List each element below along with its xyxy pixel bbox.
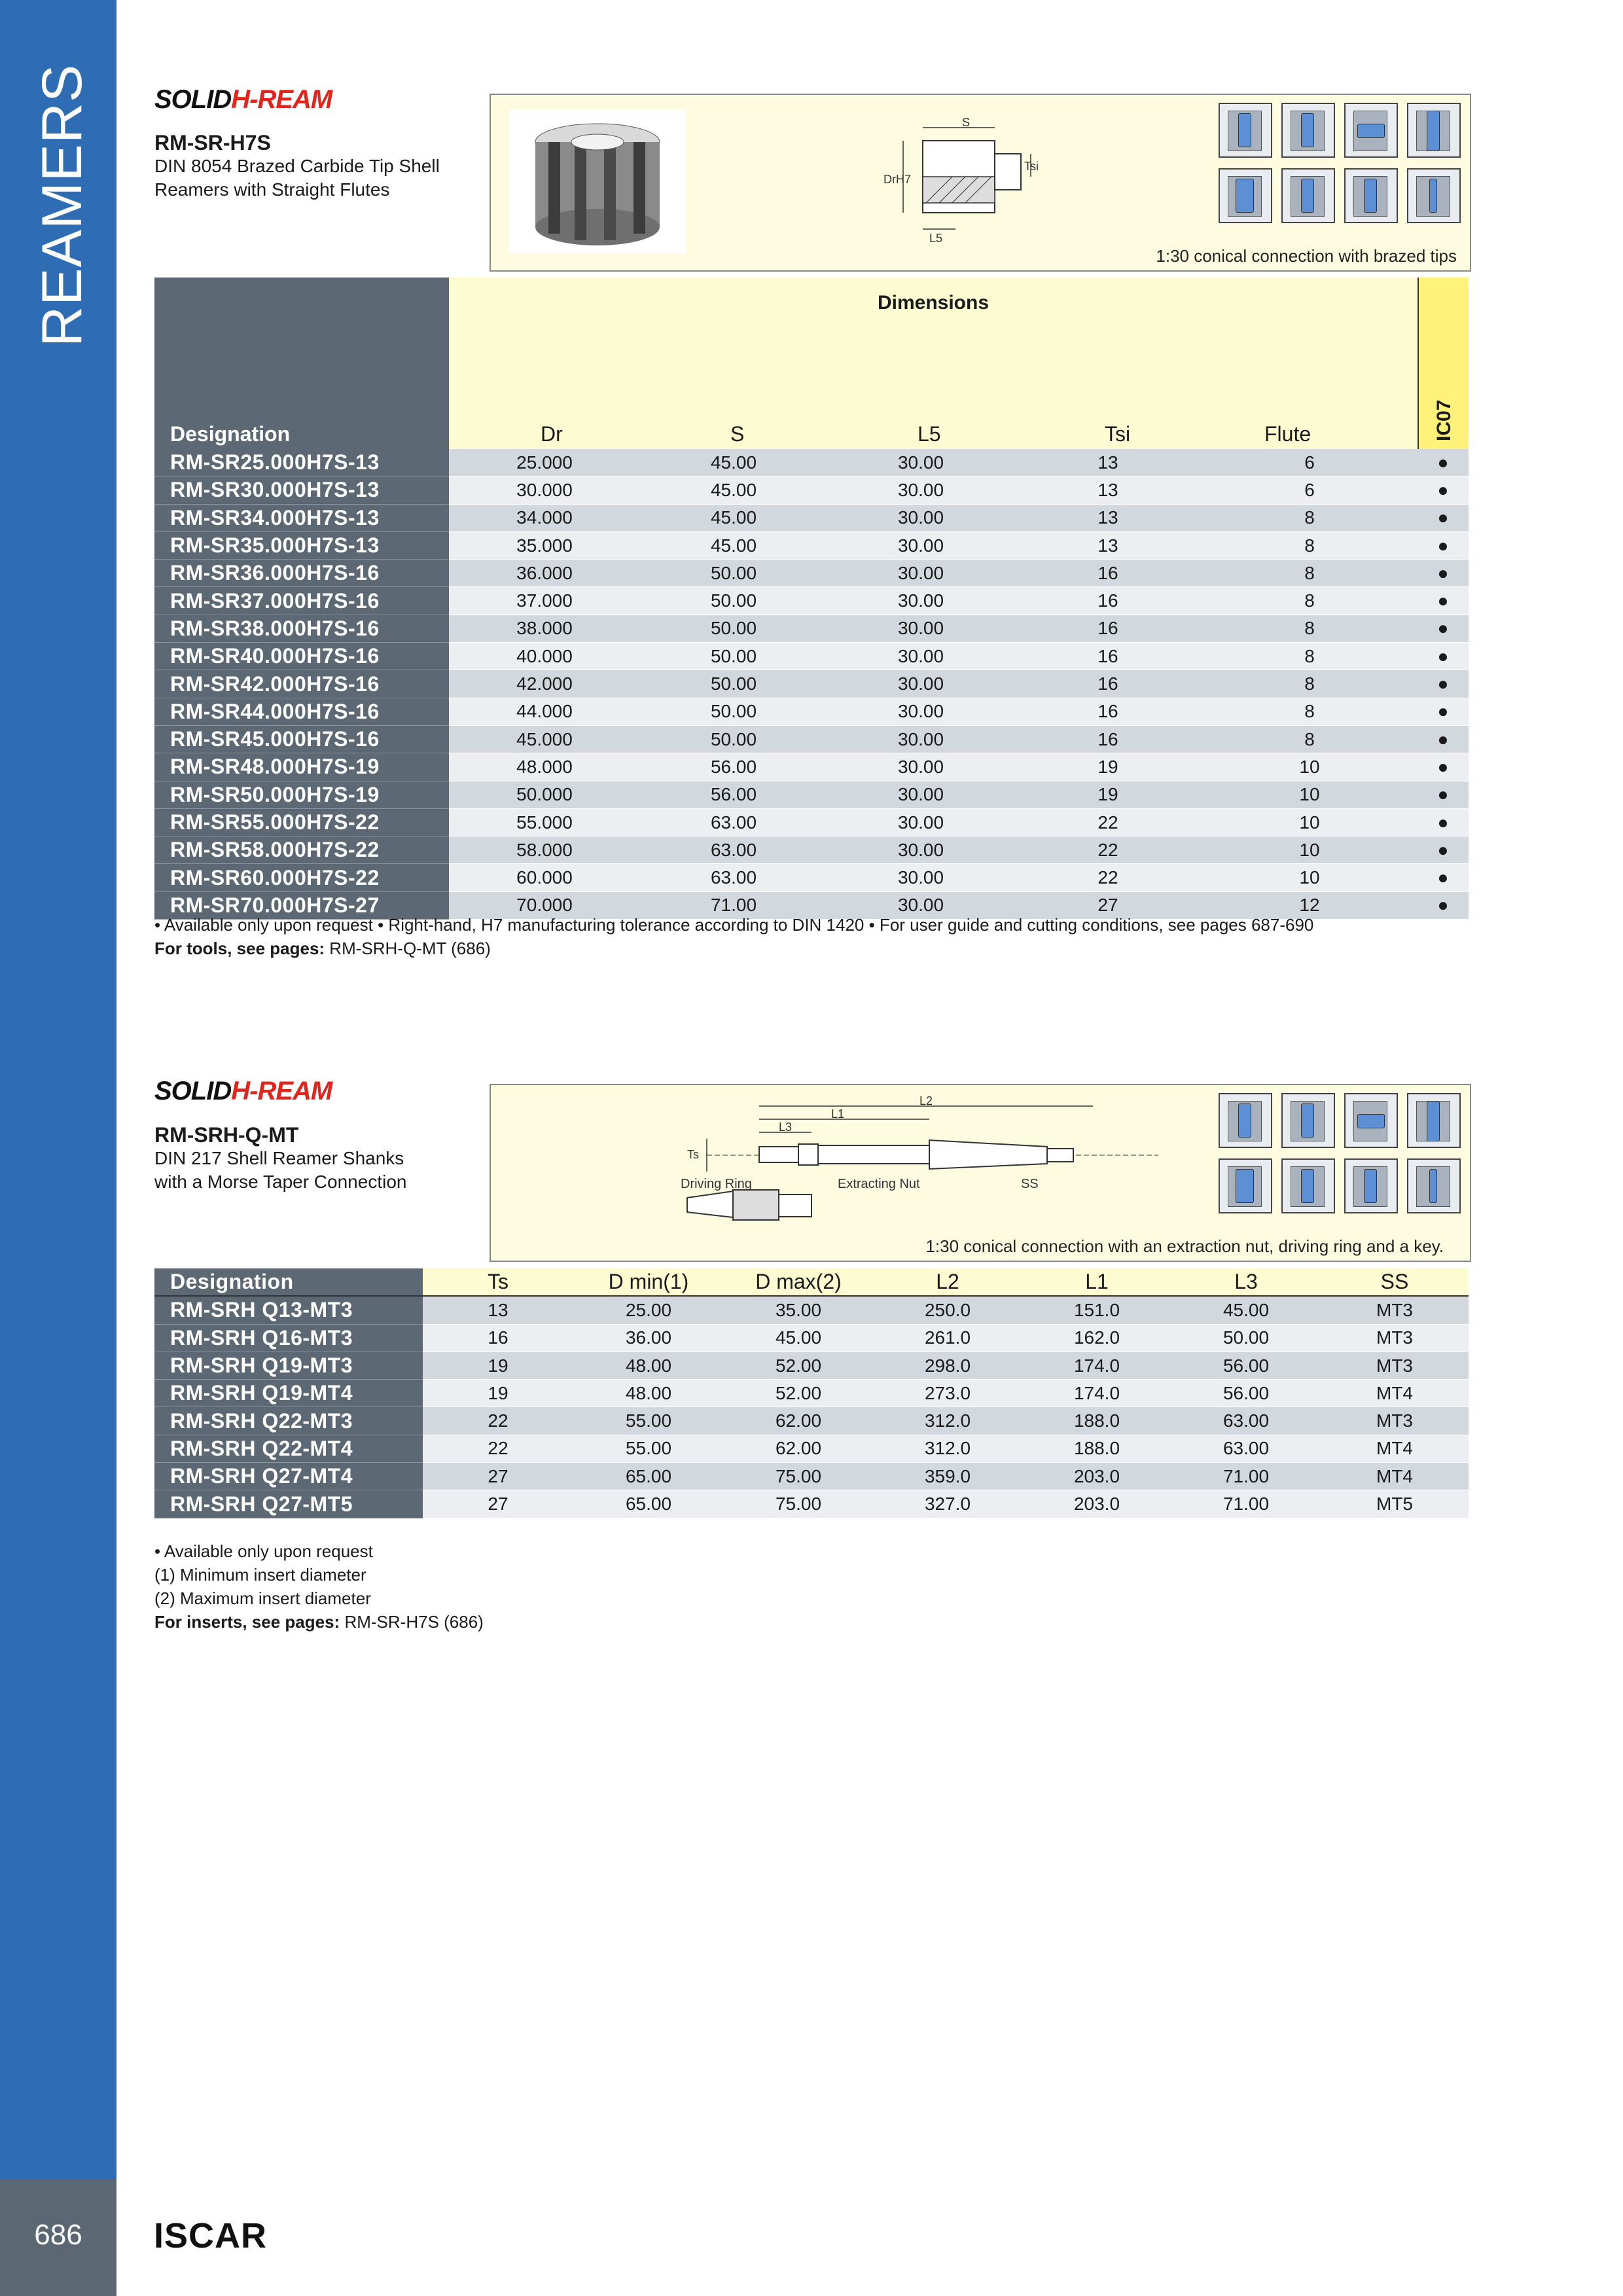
col-s-header: S <box>730 422 745 446</box>
value-cell: ● <box>1418 476 1469 504</box>
value-cell: 30.00 <box>827 531 1014 559</box>
table-row <box>154 725 1469 753</box>
col-l1-header: L1 <box>1022 1268 1171 1296</box>
value-cell: 10 <box>1202 753 1418 781</box>
value-cell: 71.00 <box>1171 1490 1321 1518</box>
reamer-drawing-icon <box>883 115 1047 245</box>
value-cell: ● <box>1418 560 1469 587</box>
col-l5-header: L5 <box>918 422 941 446</box>
value-cell: ● <box>1418 891 1469 919</box>
value-cell: 36.00 <box>573 1324 724 1352</box>
note-min-diameter: (1) Minimum insert diameter <box>154 1565 366 1585</box>
value-cell: 8 <box>1202 560 1418 587</box>
table-row <box>154 531 1469 559</box>
value-cell: 19 <box>1014 753 1202 781</box>
value-cell: 19 <box>1014 781 1202 808</box>
table-row <box>154 643 1469 670</box>
col-flute-header: Flute <box>1264 422 1311 446</box>
value-cell: 16 <box>1014 560 1202 587</box>
grade-header-cell <box>1419 278 1469 450</box>
solidh-ream-logo-2: SOLIDH-REAM <box>154 1077 332 1105</box>
value-cell: 35.000 <box>449 531 640 559</box>
note-max-diameter: (2) Maximum insert diameter <box>154 1588 371 1608</box>
col-dmin-header: D min(1) <box>573 1268 724 1296</box>
value-cell: 22 <box>423 1435 573 1462</box>
value-cell: 30.00 <box>827 560 1014 587</box>
value-cell: 327.0 <box>873 1490 1022 1518</box>
value-cell: 12 <box>1202 891 1418 919</box>
value-cell: 6 <box>1202 476 1418 504</box>
value-cell: 42.000 <box>449 670 640 698</box>
value-cell: 55.000 <box>449 808 640 836</box>
value-cell: ● <box>1418 698 1469 725</box>
reamer-table <box>154 449 1469 920</box>
value-cell: 8 <box>1202 615 1418 642</box>
cross-slot-icon <box>1344 1093 1398 1148</box>
value-cell: 45.00 <box>640 476 827 504</box>
value-cell: 63.00 <box>640 836 827 864</box>
value-cell: 50.00 <box>640 670 827 698</box>
table-row <box>154 1296 1469 1324</box>
table-row <box>154 587 1469 615</box>
designation-header-cell <box>154 278 449 450</box>
value-cell: 55.00 <box>573 1407 724 1435</box>
dim-tsi-label: Tsi <box>1024 160 1039 173</box>
value-cell: 261.0 <box>873 1324 1022 1352</box>
value-cell: 25.000 <box>449 449 640 476</box>
cross-hole-icon <box>1344 168 1398 223</box>
designation-cell: RM-SR70.000H7S-27 <box>154 891 449 919</box>
value-cell: 44.000 <box>449 698 640 725</box>
designation-cell: RM-SRH Q27-MT4 <box>154 1463 423 1490</box>
designation-cell: RM-SR34.000H7S-13 <box>154 504 449 531</box>
value-cell: 62.00 <box>724 1435 873 1462</box>
value-cell: 70.000 <box>449 891 640 919</box>
description-line-2: with a Morse Taper Connection <box>154 1172 407 1192</box>
value-cell: 27 <box>1014 891 1202 919</box>
value-cell: MT3 <box>1321 1352 1469 1379</box>
product-description-2 <box>154 1147 508 1194</box>
value-cell: 60.000 <box>449 864 640 891</box>
value-cell: 8 <box>1202 504 1418 531</box>
table-row <box>154 1324 1469 1352</box>
value-cell: 10 <box>1202 781 1418 808</box>
value-cell: 50.00 <box>640 725 827 753</box>
keyway-icon <box>1407 103 1461 158</box>
value-cell: 65.00 <box>573 1490 724 1518</box>
interrupted-hole-icon <box>1281 1158 1335 1213</box>
value-cell: 37.000 <box>449 587 640 615</box>
value-cell: 22 <box>1014 836 1202 864</box>
designation-cell: RM-SRH Q16-MT3 <box>154 1324 423 1352</box>
value-cell: 312.0 <box>873 1407 1022 1435</box>
designation-cell: RM-SR48.000H7S-19 <box>154 753 449 781</box>
designation-cell: RM-SR44.000H7S-16 <box>154 698 449 725</box>
value-cell: ● <box>1418 808 1469 836</box>
value-cell: 27 <box>423 1463 573 1490</box>
designation-cell: RM-SR50.000H7S-19 <box>154 781 449 808</box>
value-cell: 63.00 <box>640 864 827 891</box>
value-cell: 30.00 <box>827 643 1014 670</box>
col-dr-header: Dr <box>541 422 563 446</box>
value-cell: 8 <box>1202 643 1418 670</box>
inserts-label: For inserts, see pages: <box>154 1612 340 1632</box>
dim-l2-label: L2 <box>919 1094 933 1107</box>
value-cell: 13 <box>1014 449 1202 476</box>
value-cell: 30.00 <box>827 781 1014 808</box>
value-cell: 34.000 <box>449 504 640 531</box>
table-row <box>154 449 1469 476</box>
value-cell: 298.0 <box>873 1352 1022 1379</box>
table-row <box>154 1407 1469 1435</box>
designation-cell: RM-SR60.000H7S-22 <box>154 864 449 891</box>
stepped-hole-icon <box>1219 1158 1272 1213</box>
product-description <box>154 154 508 202</box>
keyway-icon <box>1407 1093 1461 1148</box>
value-cell: 50.00 <box>640 560 827 587</box>
value-cell: 10 <box>1202 836 1418 864</box>
value-cell: MT3 <box>1321 1296 1469 1324</box>
value-cell: ● <box>1418 781 1469 808</box>
value-cell: 52.00 <box>724 1380 873 1407</box>
through-hole-icon <box>1281 1093 1335 1148</box>
product-figure-box <box>490 94 1471 272</box>
page-number: 686 <box>34 2219 82 2251</box>
designation-cell: RM-SR42.000H7S-16 <box>154 670 449 698</box>
designation-cell: RM-SR36.000H7S-16 <box>154 560 449 587</box>
stepped-hole-icon <box>1219 168 1272 223</box>
value-cell: 188.0 <box>1022 1435 1171 1462</box>
value-cell: 45.00 <box>724 1324 873 1352</box>
table-row <box>154 1380 1469 1407</box>
value-cell: 55.00 <box>573 1435 724 1462</box>
figure-caption: 1:30 conical connection with brazed tips <box>1156 246 1457 266</box>
note-availability: • Available only upon request <box>154 1541 373 1561</box>
blind-hole-icon <box>1219 103 1272 158</box>
table-row <box>154 504 1469 531</box>
table-row <box>154 698 1469 725</box>
value-cell: 48.00 <box>573 1380 724 1407</box>
value-cell: 30.00 <box>827 864 1014 891</box>
table-row <box>154 560 1469 587</box>
value-cell: 45.00 <box>640 504 827 531</box>
description-line-1: DIN 8054 Brazed Carbide Tip Shell <box>154 156 440 176</box>
value-cell: ● <box>1418 643 1469 670</box>
value-cell: 174.0 <box>1022 1380 1171 1407</box>
value-cell: 13 <box>423 1296 573 1324</box>
table2-header-row <box>154 1268 1469 1296</box>
product-code: RM-SR-H7S <box>154 131 271 154</box>
value-cell: 16 <box>1014 670 1202 698</box>
value-cell: 35.00 <box>724 1296 873 1324</box>
blind-hole-icon <box>1219 1093 1272 1148</box>
value-cell: 162.0 <box>1022 1324 1171 1352</box>
value-cell: 71.00 <box>640 891 827 919</box>
value-cell: MT4 <box>1321 1380 1469 1407</box>
figure-caption-2: 1:30 conical connection with an extraction nut, driving ring and a key. <box>925 1236 1444 1256</box>
designation-cell: RM-SRH Q27-MT5 <box>154 1490 423 1518</box>
designation-cell: RM-SR58.000H7S-22 <box>154 836 449 864</box>
table2-notes <box>154 1539 484 1634</box>
value-cell: 63.00 <box>1171 1435 1321 1462</box>
value-cell: 16 <box>1014 698 1202 725</box>
col-l3-header: L3 <box>1171 1268 1321 1296</box>
description-line-2: Reamers with Straight Flutes <box>154 179 390 200</box>
value-cell: 56.00 <box>640 753 827 781</box>
designation-cell: RM-SR30.000H7S-13 <box>154 476 449 504</box>
col-dmax-header: D max(2) <box>724 1268 873 1296</box>
value-cell: 30.00 <box>827 449 1014 476</box>
value-cell: 45.00 <box>640 449 827 476</box>
value-cell: ● <box>1418 670 1469 698</box>
value-cell: 50.00 <box>640 643 827 670</box>
value-cell: MT5 <box>1321 1490 1469 1518</box>
value-cell: 62.00 <box>724 1407 873 1435</box>
table-row <box>154 1463 1469 1490</box>
value-cell: 8 <box>1202 670 1418 698</box>
cross-hole-icon <box>1344 1158 1398 1213</box>
value-cell: 52.00 <box>724 1352 873 1379</box>
value-cell: MT4 <box>1321 1435 1469 1462</box>
value-cell: 50.000 <box>449 781 640 808</box>
dim-d-label: DrH7 <box>883 173 912 186</box>
tools-label: For tools, see pages: <box>154 939 325 958</box>
value-cell: 30.000 <box>449 476 640 504</box>
value-cell: 16 <box>1014 725 1202 753</box>
value-cell: 48.00 <box>573 1352 724 1379</box>
table-row <box>154 836 1469 864</box>
value-cell: 65.00 <box>573 1463 724 1490</box>
value-cell: 50.00 <box>640 587 827 615</box>
value-cell: 63.00 <box>640 808 827 836</box>
value-cell: 22 <box>1014 864 1202 891</box>
value-cell: 56.00 <box>640 781 827 808</box>
designation-cell: RM-SR25.000H7S-13 <box>154 449 449 476</box>
value-cell: 203.0 <box>1022 1463 1171 1490</box>
value-cell: 25.00 <box>573 1296 724 1324</box>
value-cell: ● <box>1418 587 1469 615</box>
value-cell: 174.0 <box>1022 1352 1171 1379</box>
product-code-2: RM-SRH-Q-MT <box>154 1123 299 1147</box>
cross-slot-icon <box>1344 103 1398 158</box>
dim-s-label: S <box>962 116 971 129</box>
value-cell: 71.00 <box>1171 1463 1321 1490</box>
shank-drawing-icon <box>681 1093 1185 1230</box>
value-cell: 8 <box>1202 531 1418 559</box>
designation-cell: RM-SRH Q22-MT4 <box>154 1435 423 1462</box>
value-cell: 27 <box>423 1490 573 1518</box>
value-cell: ● <box>1418 615 1469 642</box>
table-row <box>154 615 1469 642</box>
split-hole-icon <box>1407 1158 1461 1213</box>
table-row <box>154 1490 1469 1518</box>
value-cell: 56.00 <box>1171 1380 1321 1407</box>
col-tsi-header: Tsi <box>1105 422 1131 446</box>
value-cell: 203.0 <box>1022 1490 1171 1518</box>
designation-cell: RM-SR38.000H7S-16 <box>154 615 449 642</box>
table-row <box>154 1352 1469 1379</box>
dim-l1-label: L1 <box>831 1107 845 1121</box>
value-cell: ● <box>1418 836 1469 864</box>
value-cell: 36.000 <box>449 560 640 587</box>
table-row <box>154 864 1469 891</box>
designation-cell: RM-SRH Q19-MT3 <box>154 1352 423 1379</box>
value-cell: 13 <box>1014 531 1202 559</box>
value-cell: 48.000 <box>449 753 640 781</box>
application-icons <box>1219 103 1461 223</box>
value-cell: ● <box>1418 753 1469 781</box>
value-cell: 16 <box>423 1324 573 1352</box>
tools-link[interactable]: RM-SRH-Q-MT (686) <box>325 939 491 958</box>
value-cell: 273.0 <box>873 1380 1022 1407</box>
shank-table <box>154 1268 1469 1518</box>
value-cell: 151.0 <box>1022 1296 1171 1324</box>
value-cell: 10 <box>1202 864 1418 891</box>
dimensions-header: Dimensions <box>877 292 990 314</box>
value-cell: 30.00 <box>827 615 1014 642</box>
value-cell: 58.000 <box>449 836 640 864</box>
value-cell: 16 <box>1014 587 1202 615</box>
solidh-ream-logo: SOLIDH-REAM <box>154 85 332 114</box>
dim-l5-label: L5 <box>929 232 943 245</box>
value-cell: 8 <box>1202 725 1418 753</box>
value-cell: 8 <box>1202 698 1418 725</box>
value-cell: 30.00 <box>827 836 1014 864</box>
designation-cell: RM-SRH Q19-MT4 <box>154 1380 423 1407</box>
value-cell: 75.00 <box>724 1463 873 1490</box>
designation-cell: RM-SR45.000H7S-16 <box>154 725 449 753</box>
value-cell: 30.00 <box>827 891 1014 919</box>
value-cell: 13 <box>1014 504 1202 531</box>
value-cell: ● <box>1418 531 1469 559</box>
driving-ring-label: Driving Ring <box>681 1177 752 1191</box>
value-cell: 30.00 <box>827 587 1014 615</box>
value-cell: 30.00 <box>827 504 1014 531</box>
designation-cell: RM-SR35.000H7S-13 <box>154 531 449 559</box>
designation-cell: RM-SRH Q13-MT3 <box>154 1296 423 1324</box>
table-row <box>154 670 1469 698</box>
split-hole-icon <box>1407 168 1461 223</box>
description-line-1: DIN 217 Shell Reamer Shanks <box>154 1148 404 1168</box>
value-cell: 56.00 <box>1171 1352 1321 1379</box>
grade-header: IC07 <box>1433 399 1455 441</box>
value-cell: 50.00 <box>640 615 827 642</box>
designation-cell: RM-SRH Q22-MT3 <box>154 1407 423 1435</box>
value-cell: 22 <box>1014 808 1202 836</box>
value-cell: 50.00 <box>640 698 827 725</box>
value-cell: 10 <box>1202 808 1418 836</box>
dim-l3-label: L3 <box>779 1121 793 1134</box>
value-cell: 250.0 <box>873 1296 1022 1324</box>
col-l2-header: L2 <box>873 1268 1022 1296</box>
section-label: REAMERS <box>31 63 94 347</box>
interrupted-hole-icon <box>1281 168 1335 223</box>
table-row <box>154 808 1469 836</box>
table-row <box>154 1435 1469 1462</box>
value-cell: ● <box>1418 725 1469 753</box>
value-cell: 19 <box>423 1352 573 1379</box>
through-hole-icon <box>1281 103 1335 158</box>
value-cell: 359.0 <box>873 1463 1022 1490</box>
value-cell: ● <box>1418 504 1469 531</box>
designation-header: Designation <box>154 1268 423 1296</box>
value-cell: 312.0 <box>873 1435 1022 1462</box>
shank-figure-box <box>490 1084 1471 1262</box>
value-cell: 188.0 <box>1022 1407 1171 1435</box>
value-cell: 63.00 <box>1171 1407 1321 1435</box>
designation-cell: RM-SR55.000H7S-22 <box>154 808 449 836</box>
value-cell: 45.00 <box>1171 1296 1321 1324</box>
value-cell: 30.00 <box>827 476 1014 504</box>
value-cell: 8 <box>1202 587 1418 615</box>
value-cell: 13 <box>1014 476 1202 504</box>
designation-header: Designation <box>170 422 291 446</box>
value-cell: 50.00 <box>1171 1324 1321 1352</box>
note-line: • Available only upon request • Right-hand, H7 manufacturing tolerance according to DIN 1420 • For user guide and cutting conditions, see pages 687-690 <box>154 915 1314 935</box>
table1-notes <box>154 913 1313 960</box>
col-ss-header: SS <box>1321 1268 1469 1296</box>
dimensions-header-cell <box>449 278 1419 450</box>
inserts-link[interactable]: RM-SR-H7S (686) <box>340 1612 484 1632</box>
value-cell: 30.00 <box>827 808 1014 836</box>
designation-cell: RM-SR37.000H7S-16 <box>154 587 449 615</box>
value-cell: MT3 <box>1321 1407 1469 1435</box>
value-cell: ● <box>1418 864 1469 891</box>
value-cell: MT4 <box>1321 1463 1469 1490</box>
value-cell: 30.00 <box>827 698 1014 725</box>
reamer-photo-icon <box>509 109 686 253</box>
dim-ss-label: SS <box>1021 1177 1039 1191</box>
value-cell: ● <box>1418 449 1469 476</box>
value-cell: 40.000 <box>449 643 640 670</box>
value-cell: 38.000 <box>449 615 640 642</box>
value-cell: 30.00 <box>827 753 1014 781</box>
table1-header <box>154 278 1469 449</box>
value-cell: 22 <box>423 1407 573 1435</box>
value-cell: 16 <box>1014 615 1202 642</box>
designation-cell: RM-SR40.000H7S-16 <box>154 643 449 670</box>
footer-brand: ISCAR <box>154 2216 268 2255</box>
value-cell: 75.00 <box>724 1490 873 1518</box>
table-row <box>154 781 1469 808</box>
value-cell: 30.00 <box>827 725 1014 753</box>
value-cell: 45.000 <box>449 725 640 753</box>
value-cell: 45.00 <box>640 531 827 559</box>
col-ts-header: Ts <box>423 1268 573 1296</box>
value-cell: 6 <box>1202 449 1418 476</box>
value-cell: MT3 <box>1321 1324 1469 1352</box>
table-row <box>154 476 1469 504</box>
application-icons-2 <box>1219 1093 1461 1213</box>
extracting-nut-label: Extracting Nut <box>838 1177 920 1191</box>
table-row <box>154 753 1469 781</box>
value-cell: 30.00 <box>827 670 1014 698</box>
value-cell: 19 <box>423 1380 573 1407</box>
value-cell: 16 <box>1014 643 1202 670</box>
dim-ts-label: Ts <box>687 1148 699 1161</box>
